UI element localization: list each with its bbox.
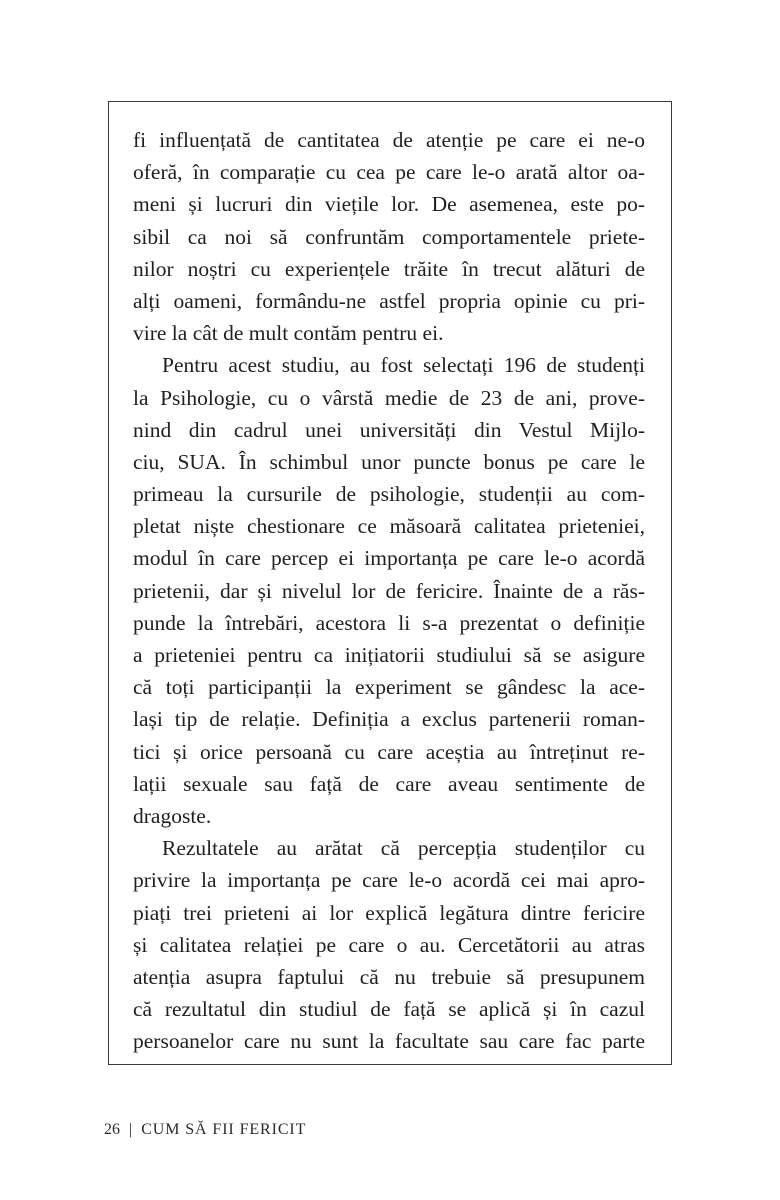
- text-line: dragoste.: [133, 803, 212, 828]
- page-number: 26: [104, 1121, 120, 1138]
- text-line: atenția asupra faptului că nu trebuie să presupunem: [133, 964, 645, 989]
- text-line: tici și orice persoană cu care aceștia au întreținut re-: [133, 739, 645, 764]
- text-line: alți oameni, formându-ne astfel propria opinie cu pri-: [133, 288, 645, 313]
- text-line: nind din cadrul unei universități din Vestul Mijlo-: [133, 417, 645, 442]
- text-line: pletat niște chestionare ce măsoară calitatea prieteniei,: [133, 514, 645, 539]
- text-line: că rezultatul din studiul de față se aplică și în cazul: [133, 997, 645, 1022]
- text-line: Rezultatele au arătat că percepția studenților cu: [162, 836, 645, 861]
- running-title: CUM SĂ FII FERICIT: [141, 1121, 307, 1138]
- footer-separator: |: [129, 1121, 133, 1138]
- text-line: vire la cât de mult contăm pentru ei.: [133, 321, 444, 346]
- text-line: ciu, SUA. În schimbul unor puncte bonus pe care le: [133, 449, 645, 474]
- paragraph: [133, 349, 645, 832]
- text-line: Pentru acest studiu, au fost selectați 196 de studenți: [162, 353, 645, 378]
- text-line: că toți participanții la experiment se gândesc la ace-: [133, 675, 645, 700]
- text-line: la Psihologie, cu o vârstă medie de 23 de ani, prove-: [133, 385, 645, 410]
- text-line: lași tip de relație. Definiția a exclus partenerii roman-: [133, 707, 645, 732]
- text-line: modul în care percep ei importanța pe care le-o acordă: [133, 546, 645, 571]
- text-line: oferă, în comparație cu cea pe care le-o arată altor oa-: [133, 160, 645, 185]
- text-line: a prieteniei pentru ca inițiatorii studiului să se asigure: [133, 643, 645, 667]
- text-line: lații sexuale sau față de care aveau sentimente de: [133, 771, 645, 796]
- text-line: și calitatea relației pe care o au. Cercetătorii au atras: [133, 932, 645, 957]
- text-line: fi influențată de cantitatea de atenție pe care ei ne-o: [133, 128, 645, 152]
- page-footer: [104, 1121, 306, 1139]
- body-text: [133, 124, 645, 1057]
- text-line: privire la importanța pe care le-o acordă cei mai apro-: [133, 868, 645, 893]
- paragraph: [133, 832, 645, 1057]
- text-line: piați trei prieteni ai lor explică legătura dintre fericire: [133, 900, 645, 925]
- text-line: persoanelor care nu sunt la facultate sau care fac parte: [133, 1029, 645, 1054]
- text-line: nilor noștri cu experiențele trăite în trecut alături de: [133, 256, 645, 281]
- text-line: meni și lucruri din viețile lor. De asemenea, este po-: [133, 192, 645, 217]
- text-line: primeau la cursurile de psihologie, studenții au com-: [133, 482, 645, 507]
- text-line: prietenii, dar și nivelul lor de fericire. Înainte de a răs-: [133, 578, 645, 603]
- text-line: punde la întrebări, acestora li s-a prezentat o definiție: [133, 610, 645, 635]
- text-line: sibil ca noi să confruntăm comportamentele priete-: [133, 224, 645, 249]
- paragraph: [133, 124, 645, 349]
